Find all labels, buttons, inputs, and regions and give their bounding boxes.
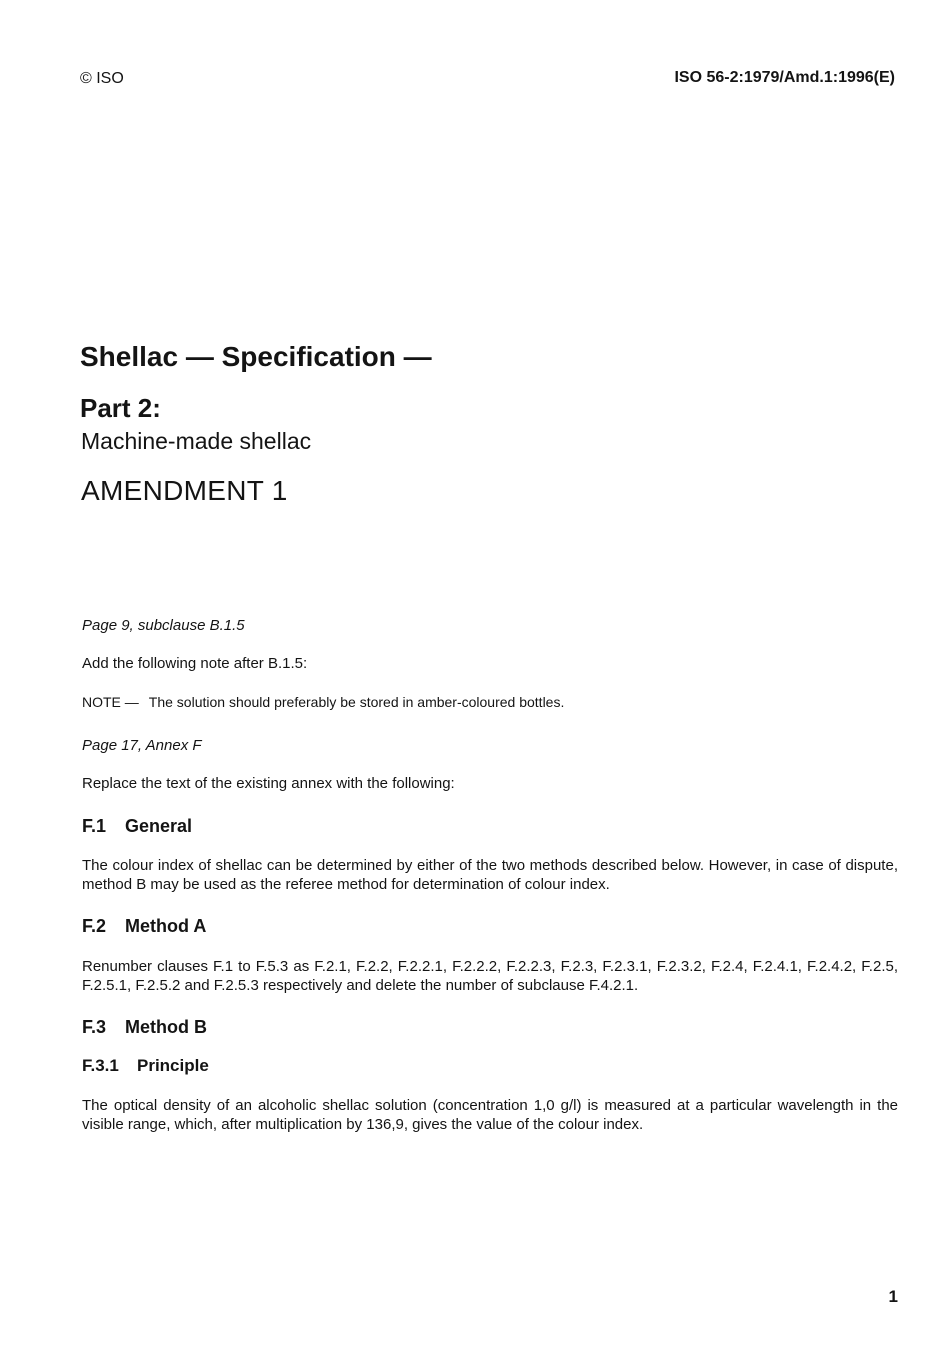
subsection-heading-f31 [82,1056,209,1076]
instruction-add-note: Add the following note after B.1.5: [82,655,308,672]
section-title: Method A [125,916,207,936]
section-text-f1: The colour index of shellac can be determined by either of the two methods described below. However, in case of dispute, method B may be used as the referee method for determination of colour index. [82,857,898,893]
subsection-title: Principle [137,1056,209,1075]
section-text-f31: The optical density of an alcoholic shellac solution (concentration 1,0 g/l) is measured at a particular wavelength in the visible range, which, after multiplication by 136,9, gives the value of the colour index. [82,1097,898,1133]
part-subtitle: Machine-made shellac [81,428,312,454]
section-number: F.2 [82,916,107,936]
page-reference-b15: Page 9, subclause B.1.5 [82,617,245,634]
section-heading-f2 [82,916,206,937]
document-title: Shellac — Specification — [80,341,432,372]
note-text: The solution should preferably be stored in amber-coloured bottles. [148,694,565,710]
section-heading-f3 [82,1017,207,1038]
note [82,694,564,710]
section-title: General [125,816,193,836]
amendment-heading: AMENDMENT 1 [81,475,288,506]
section-heading-f1 [82,816,192,837]
section-text-f2: Renumber clauses F.1 to F.5.3 as F.2.1, F.2.2, F.2.2.1, F.2.2.2, F.2.2.3, F.2.3, F.2.3.1, F.2.3.2, F.2.4, F.2.4.1, F.2.4.2, F.2.5, F.2.5.1, F.2.5.2 and F.2.5.3 respectively and delete the number of subclause F.4.2.1. [82,958,898,994]
section-title: Method B [125,1017,207,1037]
section-number: F.3 [82,1017,107,1037]
page-reference-annex-f: Page 17, Annex F [82,737,202,754]
note-label: NOTE — [82,694,139,710]
subsection-number: F.3.1 [82,1056,119,1075]
page-number: 1 [888,1287,898,1306]
copyright-notice: © ISO [80,70,124,87]
standard-identifier: ISO 56-2:1979/Amd.1:1996(E) [674,69,895,86]
section-number: F.1 [82,816,107,836]
instruction-replace-annex: Replace the text of the existing annex with the following: [82,775,455,792]
part-heading: Part 2: [80,393,161,423]
